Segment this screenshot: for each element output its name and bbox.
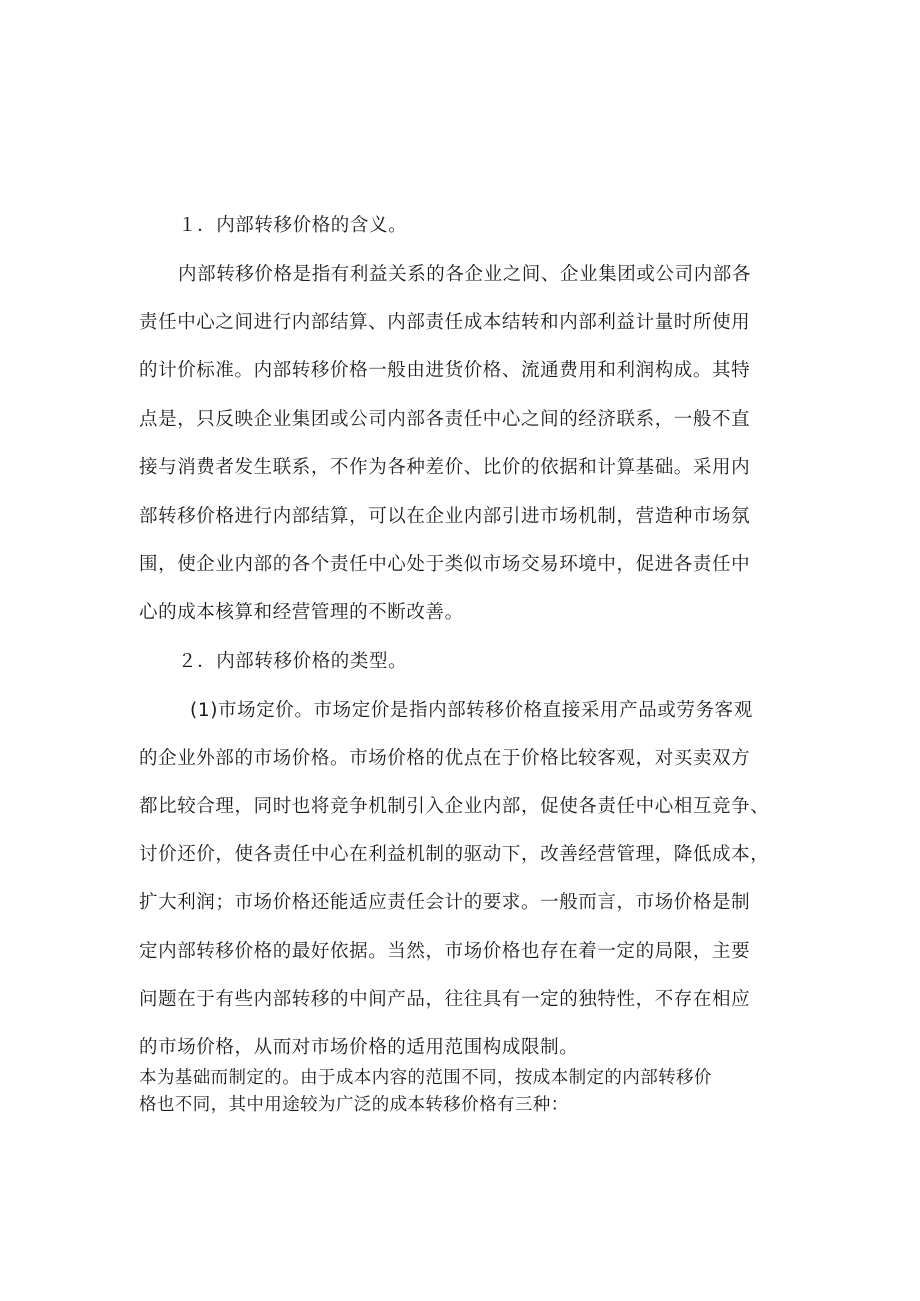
paragraph-2-line-4: 讨价还价，使各责任中心在利益机制的驱动下，改善经营管理，降低成本，	[139, 844, 770, 865]
paragraph-2-line-8: 的市场价格，从而对市场价格的适用范围构成限制。	[139, 1037, 579, 1058]
paragraph-1-line-3: 的计价标准。内部转移价格一般由进货价格、流通费用和利润构成。其特	[139, 360, 751, 381]
paragraph-2-line-7: 问题在于有些内部转移的中间产品，往往具有一定的独特性，不存在相应	[139, 989, 751, 1010]
paragraph-1-line-4: 点是，只反映企业集团或公司内部各责任中心之间的经济联系，一般不直	[139, 409, 751, 430]
paragraph-1-line-1: 内部转移价格是指有利益关系的各企业之间、企业集团或公司内部各	[178, 264, 752, 285]
paragraph-1-line-5: 接与消费者发生联系，不作为各种差价、比价的依据和计算基础。采用内	[139, 457, 751, 478]
section-heading-1: １．内部转移价格的含义。	[178, 215, 408, 236]
paragraph-1-line-7: 围，使企业内部的各个责任中心处于类似市场交易环境中，促进各责任中	[139, 554, 751, 575]
paragraph-1-line-2: 责任中心之间进行内部结算、内部责任成本结转和内部利益计量时所使用	[139, 312, 751, 333]
paragraph-1-line-8: 心的成本核算和经营管理的不断改善。	[139, 602, 464, 623]
continuation-line-1: 本为基础而制定的。由于成本内容的范围不同，按成本制定的内部转移价	[139, 1068, 712, 1088]
continuation-line-2: 格也不同，其中用途较为广泛的成本转移价格有三种：	[139, 1095, 569, 1115]
paragraph-2-line-6: 定内部转移价格的最好依据。当然，市场价格也存在着一定的局限，主要	[139, 941, 751, 962]
paragraph-2-line-2: 的企业外部的市场价格。市场价格的优点在于价格比较客观，对买卖双方	[139, 748, 751, 769]
paragraph-1-line-6: 部转移价格进行内部结算，可以在企业内部引进市场机制，营造种市场氛	[139, 506, 751, 527]
section-heading-2: ２．内部转移价格的类型。	[178, 651, 408, 672]
paragraph-2-line-3: 都比较合理，同时也将竞争机制引入企业内部，促使各责任中心相互竞争、	[139, 796, 770, 817]
paragraph-2-line-5: 扩大利润；市场价格还能适应责任会计的要求。一般而言，市场价格是制	[139, 892, 751, 913]
paragraph-2-line-1: (1)市场定价。市场定价是指内部转移价格直接采用产品或劳务客观	[190, 700, 753, 721]
